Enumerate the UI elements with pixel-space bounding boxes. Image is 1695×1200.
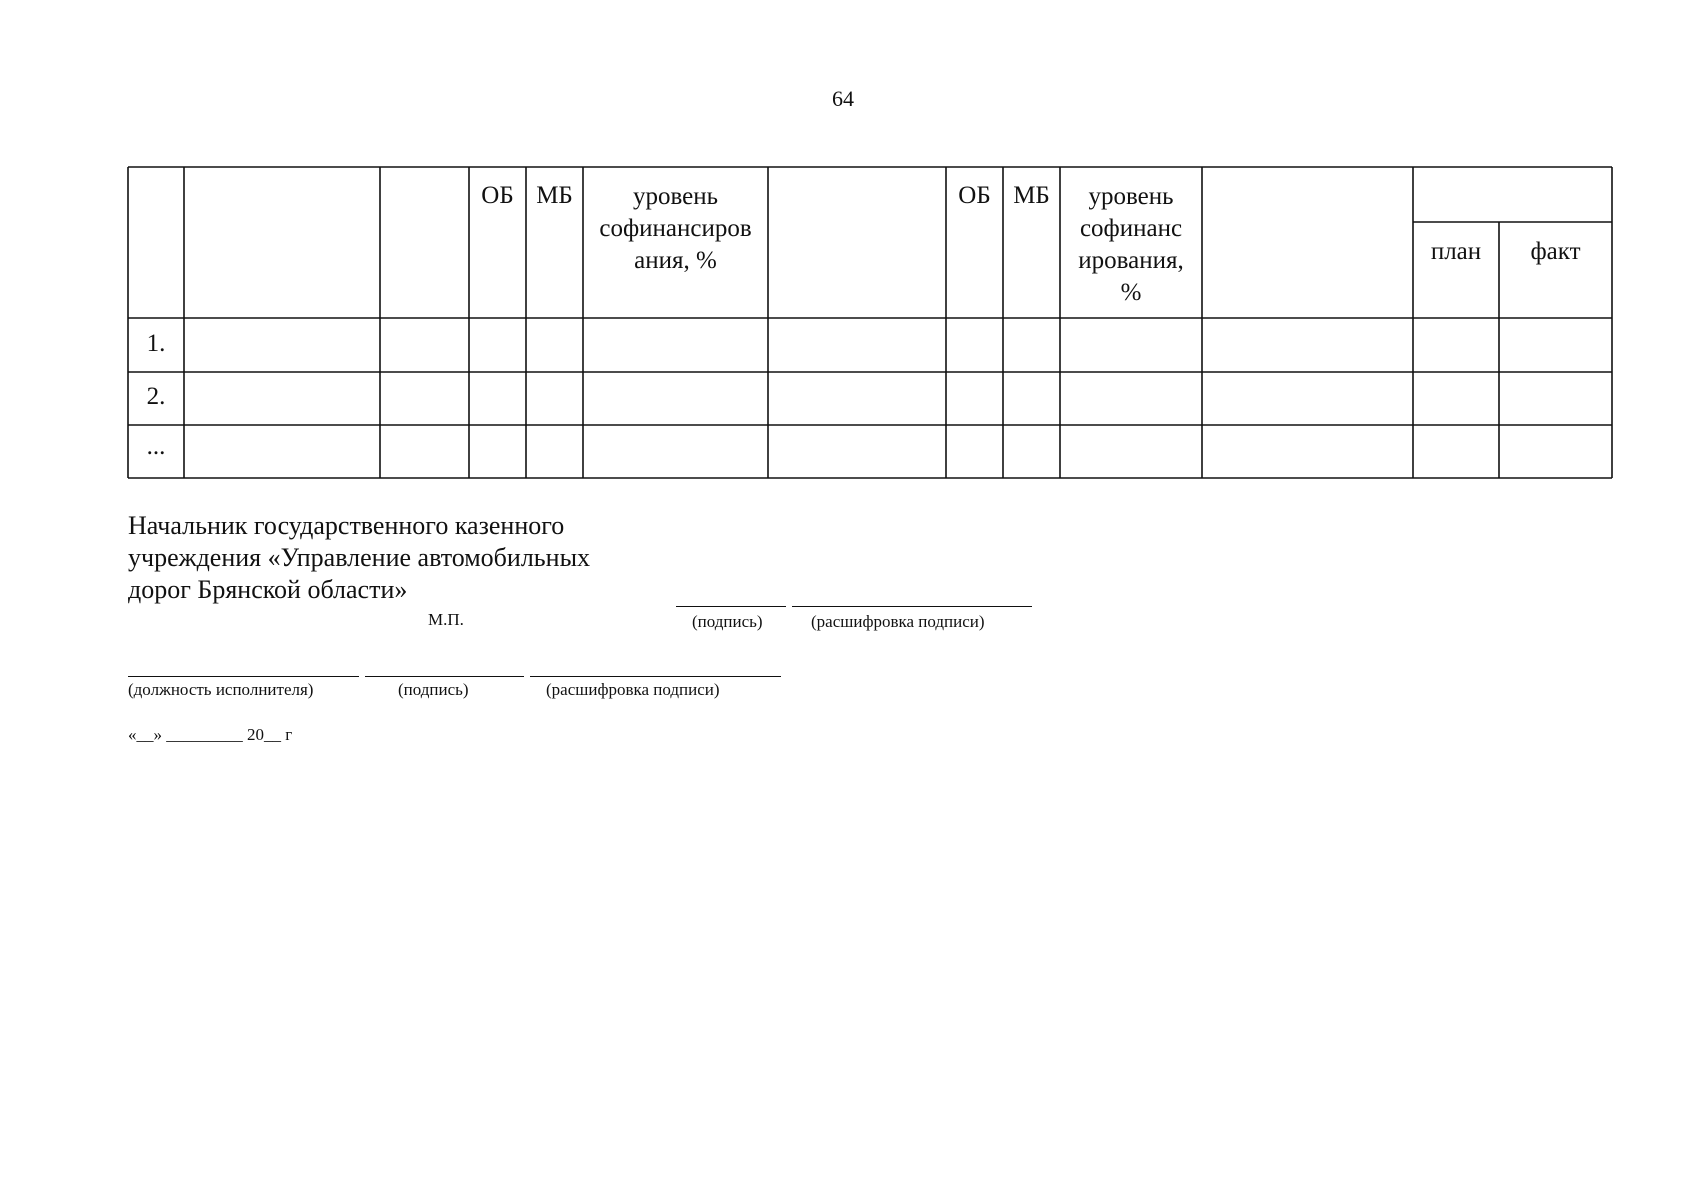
stamp-label: М.П. (428, 610, 464, 629)
header-plan: план (1430, 238, 1482, 265)
signature-sign-label: (подпись) (692, 612, 763, 631)
page-number: 64 (832, 86, 854, 111)
signature-title-line: Начальник государственного казенного (128, 511, 565, 540)
header-cofinancing-1 (583, 181, 768, 277)
row-number: ... (146, 433, 166, 460)
row-number: 1. (146, 330, 166, 357)
executor-sign-label: (подпись) (398, 680, 469, 699)
signature-line (676, 606, 786, 607)
header-ob-1: ОБ (481, 182, 514, 209)
header-mb-2: МБ (1013, 182, 1050, 209)
signature-decode-line (792, 606, 1032, 607)
signature-decode-label: (расшифровка подписи) (811, 612, 985, 631)
signature-title-line: учреждения «Управление автомобильных (128, 543, 591, 572)
header-cofinancing-1-line: софинансиров (599, 215, 752, 242)
executor-sign-line (365, 676, 524, 677)
header-cofinancing-2 (1060, 181, 1202, 309)
header-mb-1: МБ (536, 182, 573, 209)
signature-title (128, 510, 590, 606)
header-cofinancing-1-line: ания, % (634, 247, 717, 274)
signature-title-line: дорог Брянской области» (128, 575, 408, 604)
header-fact: факт (1530, 238, 1581, 265)
executor-position-label: (должность исполнителя) (128, 680, 314, 699)
header-cofinancing-2-line: ирования, (1078, 247, 1184, 274)
header-cofinancing-1-line: уровень (632, 183, 719, 210)
row-number: 2. (146, 383, 166, 410)
header-cofinancing-2-line: уровень (1088, 183, 1174, 210)
date-line: «__» _________ 20__ г (128, 725, 293, 744)
executor-decode-label: (расшифровка подписи) (546, 680, 720, 699)
header-cofinancing-2-line: софинанс (1079, 215, 1183, 242)
header-ob-2: ОБ (958, 182, 991, 209)
executor-position-line (128, 676, 359, 677)
header-cofinancing-2-line: % (1120, 279, 1142, 306)
executor-decode-line (530, 676, 781, 677)
